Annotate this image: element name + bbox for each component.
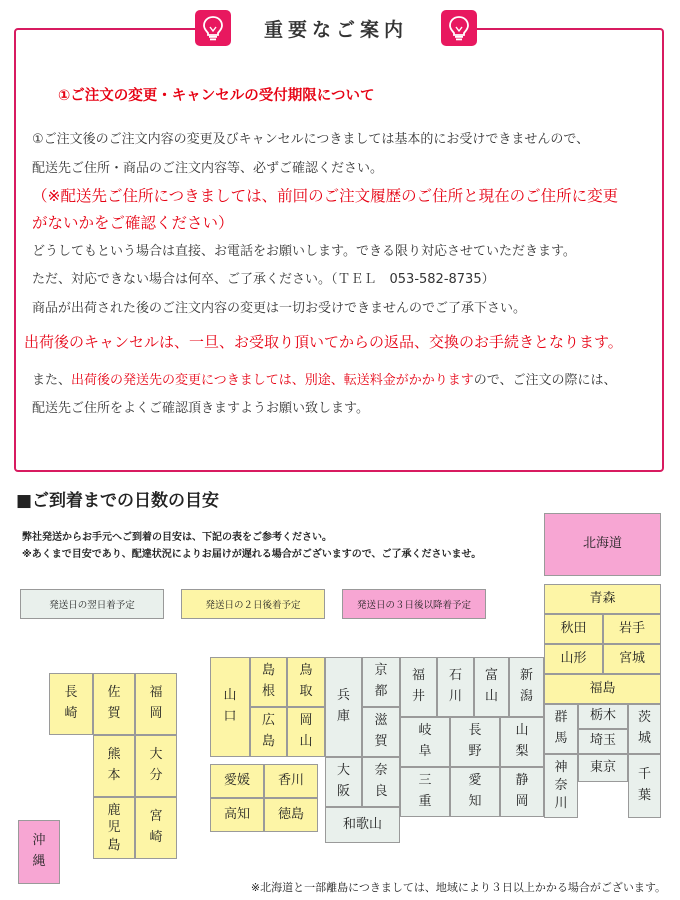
pref-kyoto: 京都	[362, 657, 400, 707]
pref-shizuoka: 静岡	[500, 767, 544, 817]
pref-aichi: 愛知	[450, 767, 500, 817]
notice-line: 配送先ご住所をよくご確認頂きますようお願い致します。	[32, 401, 369, 416]
notice-line: 商品が出荷された後のご注文内容の変更は一切お受けできませんのでご了承下さい。	[32, 301, 527, 316]
pref-miyazaki: 宮崎	[135, 797, 177, 859]
pref-tottori: 鳥取	[287, 657, 325, 707]
notice-line	[32, 369, 617, 388]
delivery-note: ※あくまで目安であり、配達状況によりお届けが遅れる場合がございますので、ご了承くださいませ。	[22, 549, 482, 560]
pref-miyagi: 宮城	[603, 644, 661, 674]
pref-yamagata: 山形	[544, 644, 603, 674]
pref-oita: 大分	[135, 735, 177, 797]
pref-gunma: 群馬	[544, 704, 578, 754]
lightbulb-icon	[441, 10, 477, 46]
pref-nara: 奈良	[362, 757, 400, 807]
lightbulb-icon	[195, 10, 231, 46]
notice-subtitle: ①ご注文の変更・キャンセルの受付期限について	[58, 88, 375, 104]
pref-okinawa: 沖縄	[18, 820, 60, 884]
pref-fukuoka: 福岡	[135, 673, 177, 735]
notice-header	[195, 8, 477, 48]
pref-nagano: 長野	[450, 717, 500, 767]
pref-iwate: 岩手	[603, 614, 661, 644]
pref-fukui: 福井	[400, 657, 437, 717]
notice-line: どうしてもという場合は直接、お電話をお願いします。できる限り対応させていただきます。	[32, 244, 576, 259]
notice-line: 配送先ご住所・商品のご注文内容等、必ずご確認ください。	[32, 161, 384, 176]
pref-kagoshima: 鹿児島	[93, 797, 135, 859]
notice-text: ので、ご注文の際には、	[473, 373, 617, 388]
pref-wakayama: 和歌山	[325, 807, 400, 843]
pref-shiga: 滋賀	[362, 707, 400, 757]
pref-yamaguchi: 山口	[210, 657, 250, 757]
delivery-section-title: ■ご到着までの日数の目安	[16, 491, 220, 511]
notice-warning-inline: 出荷後の発送先の変更につきましては、別途、転送料金がかかります	[71, 373, 474, 388]
pref-niigata: 新潟	[509, 657, 544, 717]
notice-line: ①ご注文後のご注文内容の変更及びキャンセルにつきましては基本的にお受けできませんので、	[32, 132, 590, 147]
pref-shimane: 島根	[250, 657, 287, 707]
pref-fukushima: 福島	[544, 674, 661, 704]
pref-hokkaido: 北海道	[544, 513, 661, 576]
pref-okayama: 岡山	[287, 707, 325, 757]
legend-next-day: 発送日の翌日着予定	[20, 589, 164, 619]
pref-ehime: 愛媛	[210, 764, 264, 798]
pref-kagawa: 香川	[264, 764, 318, 798]
pref-chiba: 千葉	[628, 754, 661, 818]
pref-kanagawa: 神奈川	[544, 754, 578, 818]
notice-text: また、	[32, 373, 72, 388]
pref-mie: 三重	[400, 767, 450, 817]
pref-aomori: 青森	[544, 584, 661, 614]
delivery-note: 弊社発送からお手元へご到着の目安は、下記の表をご参考ください。	[22, 532, 332, 543]
pref-osaka: 大阪	[325, 757, 362, 807]
notice-title: 重要なご案内	[263, 18, 408, 41]
pref-gifu: 岐阜	[400, 717, 450, 767]
pref-yamanashi: 山梨	[500, 717, 544, 767]
pref-ishikawa: 石川	[437, 657, 474, 717]
pref-tochigi: 栃木	[578, 704, 628, 729]
pref-tokushima: 徳島	[264, 798, 318, 832]
notice-warning: （※配送先ご住所につきましては、前回のご注文履歴のご住所と現在のご住所に変更	[32, 187, 619, 205]
notice-warning: がないかをご確認ください）	[32, 214, 234, 232]
delivery-footer-note: ※北海道と一部離島につきましては、地域により３日以上かかる場合がございます。	[250, 881, 666, 894]
pref-kochi: 高知	[210, 798, 264, 832]
legend-three-days: 発送日の３日後以降着予定	[342, 589, 486, 619]
pref-nagasaki: 長崎	[49, 673, 93, 735]
legend-two-days: 発送日の２日後着予定	[181, 589, 325, 619]
pref-tokyo: 東京	[578, 754, 628, 782]
pref-saitama: 埼玉	[578, 729, 628, 754]
pref-ibaraki: 茨城	[628, 704, 661, 754]
pref-kumamoto: 熊本	[93, 735, 135, 797]
notice-cancel-warning: 出荷後のキャンセルは、一旦、お受取り頂いてからの返品、交換のお手続きとなります。	[24, 333, 623, 351]
pref-akita: 秋田	[544, 614, 603, 644]
pref-hyogo: 兵庫	[325, 657, 362, 757]
pref-hiroshima: 広島	[250, 707, 287, 757]
notice-phone-line: ただ、対応できない場合は何卒、ご了承ください。（ＴＥＬ 053-582-8735）	[32, 272, 495, 287]
pref-toyama: 富山	[474, 657, 509, 717]
pref-saga: 佐賀	[93, 673, 135, 735]
